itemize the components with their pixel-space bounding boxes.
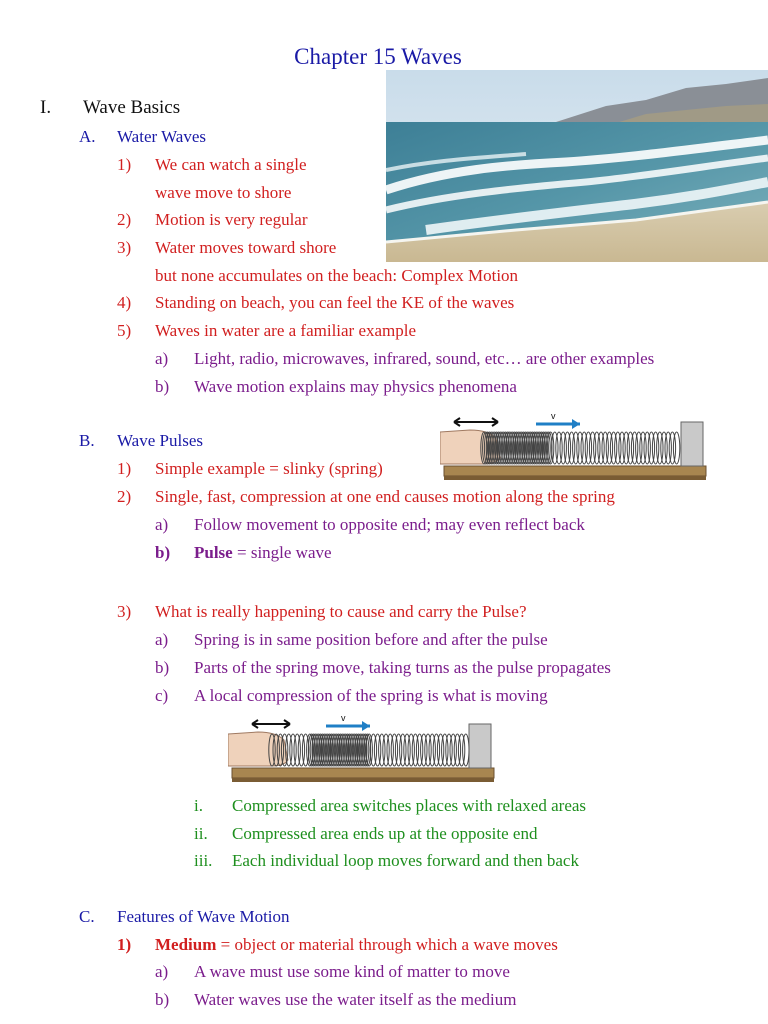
item-number: 5) — [117, 321, 132, 340]
page-title: Chapter 15 Waves — [294, 44, 462, 69]
velocity-label: v — [551, 411, 556, 421]
subitem-letter: b) — [155, 543, 171, 562]
subitem-letter: b) — [155, 377, 170, 396]
item-text: We can watch a single — [155, 155, 307, 174]
medium-term: Medium — [155, 935, 217, 954]
part-a-heading: Water Waves — [117, 127, 206, 146]
section-heading: Wave Basics — [83, 97, 181, 118]
subitem-letter: c) — [155, 686, 169, 705]
part-c-heading: Features of Wave Motion — [117, 907, 290, 926]
item-number: 3) — [117, 238, 132, 257]
subitem-letter: a) — [155, 962, 169, 981]
subitem-letter: a) — [155, 630, 169, 649]
subitem-text: Water waves use the water itself as the medium — [194, 990, 517, 1009]
subitem-text: A wave must use some kind of matter to move — [194, 962, 510, 981]
item-text: wave move to shore — [155, 183, 292, 202]
medium-definition: = object or material through which a wave moves — [216, 935, 558, 954]
part-c-letter: C. — [79, 907, 95, 926]
subitem-text: Follow movement to opposite end; may even reflect back — [194, 515, 585, 534]
item-number: 2) — [117, 210, 132, 229]
item-number: 1) — [117, 459, 132, 478]
slinky-diagram-1 — [440, 410, 710, 490]
pulse-definition: = single wave — [232, 543, 332, 562]
subitem-letter: a) — [155, 349, 169, 368]
subitem-letter: b) — [155, 658, 170, 677]
item-text — [155, 935, 558, 955]
roman-number: iii. — [194, 851, 213, 870]
item-text: Single, fast, compression at one end causes motion along the spring — [155, 487, 615, 506]
roman-number: i. — [194, 796, 203, 815]
subitem-text: Light, radio, microwaves, infrared, sound, etc… are other examples — [194, 349, 655, 368]
roman-text: Each individual loop moves forward and then back — [232, 851, 579, 870]
subitem-text — [194, 543, 332, 563]
item-text: What is really happening to cause and carry the Pulse? — [155, 602, 527, 621]
item-number: 4) — [117, 293, 132, 312]
subitem-text: Parts of the spring move, taking turns as the pulse propagates — [194, 658, 611, 677]
section-number: I. — [40, 97, 52, 118]
item-text: Water moves toward shore — [155, 238, 337, 257]
item-number: 1) — [117, 155, 132, 174]
item-text: Simple example = slinky (spring) — [155, 459, 383, 478]
beach-waves-photo — [386, 70, 768, 262]
velocity-label: v — [341, 713, 346, 723]
item-text: Waves in water are a familiar example — [155, 321, 417, 340]
subitem-letter: a) — [155, 515, 169, 534]
item-text: but none accumulates on the beach: Complex Motion — [155, 266, 519, 285]
pulse-term: Pulse — [194, 543, 233, 562]
item-text: Motion is very regular — [155, 210, 308, 229]
item-number: 3) — [117, 602, 132, 621]
subitem-letter: b) — [155, 990, 170, 1009]
subitem-text: A local compression of the spring is what is moving — [194, 686, 548, 705]
roman-text: Compressed area ends up at the opposite end — [232, 824, 538, 843]
part-b-heading: Wave Pulses — [117, 431, 203, 450]
roman-text: Compressed area switches places with relaxed areas — [232, 796, 587, 815]
part-b-letter: B. — [79, 431, 95, 450]
subitem-text: Wave motion explains may physics phenomena — [194, 377, 517, 396]
part-a-letter: A. — [79, 127, 96, 146]
item-number: 1) — [117, 935, 132, 954]
slinky-diagram-2 — [228, 712, 498, 792]
item-text: Standing on beach, you can feel the KE of the waves — [155, 293, 515, 312]
subitem-text: Spring is in same position before and after the pulse — [194, 630, 548, 649]
roman-number: ii. — [194, 824, 208, 843]
item-number: 2) — [117, 487, 132, 506]
